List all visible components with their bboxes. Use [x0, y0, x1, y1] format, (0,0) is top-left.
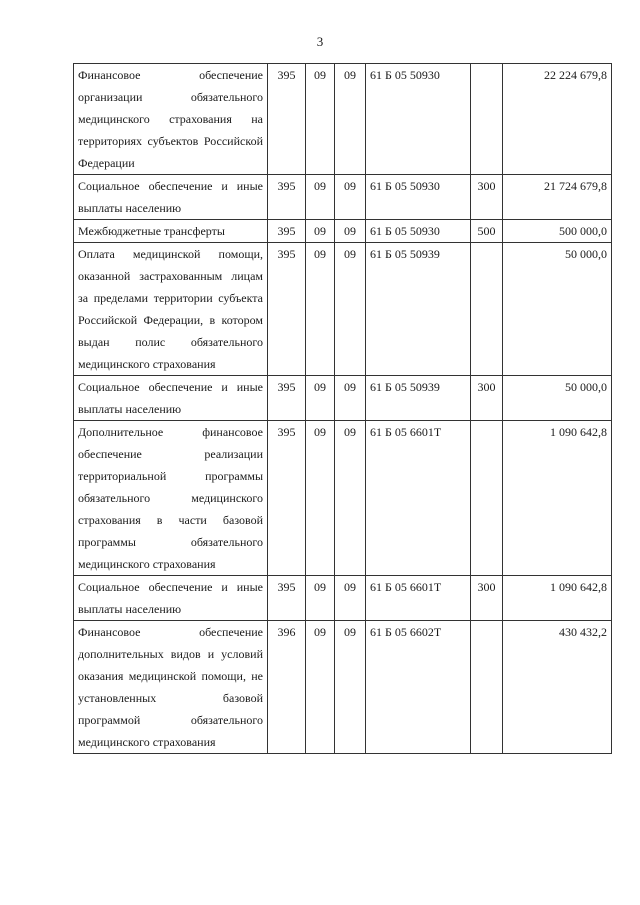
section-code-cell: 09: [306, 64, 335, 175]
ministry-code-cell: 395: [268, 576, 306, 621]
section-code-cell: 09: [306, 621, 335, 754]
expense-name-cell: Финансовое обеспечение организации обязательного медицинского страхования на территориях субъектов Российской Федерации: [74, 64, 268, 175]
target-article-cell: 61 Б 05 6602Т: [366, 621, 471, 754]
expense-type-cell: [471, 621, 503, 754]
expense-type-cell: [471, 243, 503, 376]
target-article-cell: 61 Б 05 50930: [366, 64, 471, 175]
budget-table: [73, 63, 612, 754]
expense-type-cell: [471, 421, 503, 576]
section-code-cell: 09: [306, 220, 335, 243]
target-article-cell: 61 Б 05 6601Т: [366, 576, 471, 621]
target-article-cell: 61 Б 05 50930: [366, 175, 471, 220]
ministry-code-cell: 395: [268, 175, 306, 220]
amount-cell: 22 224 679,8: [503, 64, 612, 175]
expense-name-cell: Дополнительное финансовое обеспечение реализации территориальной программы обязательного медицинского страхования в части базовой программы обязательного медицинского страхования: [74, 421, 268, 576]
expense-name-cell: Социальное обеспечение и иные выплаты населению: [74, 175, 268, 220]
section-code-cell: 09: [306, 243, 335, 376]
amount-cell: 430 432,2: [503, 621, 612, 754]
ministry-code-cell: 395: [268, 421, 306, 576]
amount-cell: 1 090 642,8: [503, 576, 612, 621]
expense-type-cell: 300: [471, 576, 503, 621]
table-row: [74, 64, 612, 175]
amount-cell: 50 000,0: [503, 376, 612, 421]
table-row: [74, 220, 612, 243]
table-row: [74, 421, 612, 576]
table-body: [74, 64, 612, 754]
ministry-code-cell: 395: [268, 376, 306, 421]
subsection-code-cell: 09: [335, 64, 366, 175]
ministry-code-cell: 395: [268, 243, 306, 376]
table-row: [74, 621, 612, 754]
subsection-code-cell: 09: [335, 576, 366, 621]
expense-type-cell: 300: [471, 175, 503, 220]
expense-name-cell: Финансовое обеспечение дополнительных видов и условий оказания медицинской помощи, не установленных базовой программой обязательного медицинского страхования: [74, 621, 268, 754]
table-row: [74, 243, 612, 376]
expense-type-cell: [471, 64, 503, 175]
expense-type-cell: 500: [471, 220, 503, 243]
ministry-code-cell: 396: [268, 621, 306, 754]
expense-name-cell: Социальное обеспечение и иные выплаты населению: [74, 376, 268, 421]
target-article-cell: 61 Б 05 50939: [366, 243, 471, 376]
section-code-cell: 09: [306, 175, 335, 220]
subsection-code-cell: 09: [335, 175, 366, 220]
section-code-cell: 09: [306, 376, 335, 421]
target-article-cell: 61 Б 05 50930: [366, 220, 471, 243]
section-code-cell: 09: [306, 576, 335, 621]
expense-name-cell: Социальное обеспечение и иные выплаты населению: [74, 576, 268, 621]
table-row: [74, 376, 612, 421]
target-article-cell: 61 Б 05 6601Т: [366, 421, 471, 576]
table-row: [74, 175, 612, 220]
amount-cell: 50 000,0: [503, 243, 612, 376]
expense-name-cell: Оплата медицинской помощи, оказанной застрахованным лицам за пределами территории субъекта Российской Федерации, в котором выдан полис обязательного медицинского страхования: [74, 243, 268, 376]
amount-cell: 1 090 642,8: [503, 421, 612, 576]
page-number: 3: [316, 34, 324, 49]
section-code-cell: 09: [306, 421, 335, 576]
amount-cell: 500 000,0: [503, 220, 612, 243]
table-row: [74, 576, 612, 621]
subsection-code-cell: 09: [335, 243, 366, 376]
ministry-code-cell: 395: [268, 64, 306, 175]
subsection-code-cell: 09: [335, 421, 366, 576]
subsection-code-cell: 09: [335, 220, 366, 243]
ministry-code-cell: 395: [268, 220, 306, 243]
target-article-cell: 61 Б 05 50939: [366, 376, 471, 421]
subsection-code-cell: 09: [335, 376, 366, 421]
subsection-code-cell: 09: [335, 621, 366, 754]
expense-name-cell: Межбюджетные трансферты: [74, 220, 268, 243]
amount-cell: 21 724 679,8: [503, 175, 612, 220]
expense-type-cell: 300: [471, 376, 503, 421]
